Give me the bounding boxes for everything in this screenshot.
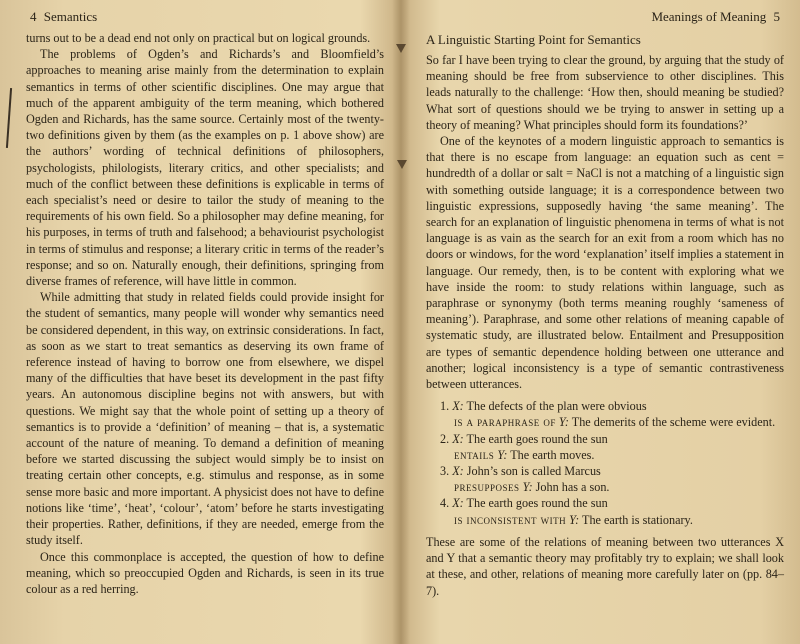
left-paragraph-4: Once this commonplace is accepted, the question of how to define meaning, which so preoccupied Ogden and Richards, is seen in its true colour as a red herring. (26, 549, 384, 596)
example-y-text: The earth moves. (510, 447, 595, 462)
example-y-label: Y: (497, 447, 508, 462)
example-x-label: X: (452, 496, 464, 511)
example-y-text: The demerits of the scheme were evident. (571, 415, 776, 430)
example-y-text: The earth is stationary. (582, 512, 693, 527)
example-x-label: X: (452, 431, 464, 446)
example-x-text: The defects of the plan were obvious (466, 399, 647, 414)
example-y-text: John has a son. (535, 480, 610, 495)
right-paragraph-1: So far I have been trying to clear the ground, by arguing that the study of meaning should be free from subservience to other disciplines. This leads naturally to the challenge: ‘How then, should meaning be studied? What sort of questions should we be trying to answer in setting up a theory of meaning? What principles should form its foundations?’ (426, 53, 784, 132)
example-y-label: Y: (569, 512, 580, 527)
example-x-text: The earth goes round the sun (466, 431, 608, 446)
example-x-text: John’s son is called Marcus (466, 464, 601, 479)
example-relation: presupposes (454, 480, 520, 495)
section-heading: A Linguistic Starting Point for Semantics (426, 32, 641, 47)
left-running-head (26, 8, 384, 30)
example-relation: is a paraphrase of (454, 415, 556, 430)
right-page-number: 5 (773, 9, 780, 24)
example-x-label: X: (452, 464, 464, 479)
example-number: 1. (440, 399, 450, 414)
example-y-label: Y: (558, 415, 569, 430)
example-relation: is inconsistent with (454, 512, 567, 527)
example-item (440, 431, 784, 463)
right-closing-paragraph: These are some of the relations of meaning between two utterances X and Y that a semantic theory may profitably try to explain; we shall look at these, and other, relations of meaning more carefully later on (pp. 84–7). (426, 534, 784, 598)
left-paragraph-2: The problems of Ogden’s and Richards’s and Bloomfield’s approaches to meaning arise mainly from the determination to explain semantics in terms of other scientific disciplines. One may argue that much of the apparent ambiguity of the term meaning, which bothered Ogden and Richards, has the same source. Certainly most of the twenty-two definitions given by them (as the examples on p. 1 above show) are the authors’ wording of technical definitions of philosophers, psychologists, philologists, literary critics, and other specialists; and much of the conflict between these definitions is explicable in terms of each specialist’s need or desire to tailor the study of meaning to the requirements of his own field. So a philosopher may define meaning, for his purposes, in terms of truth and falsehood; a behaviourist psychologist in terms of stimulus and response; a literary critic in terms of the reader’s response; and so on. Naturally enough, their definitions, springing from diverse frames of reference, will have little in common. (26, 47, 384, 289)
left-paragraph-3: While admitting that study in related fields could provide insight for the student of semantics, many people will wonder why semantics need be considered dependent, in this way, on extrinsic considerations. In fact, as soon as we start to treat semantics as deserving its own frame of reference instead of having to borrow one from elsewhere, we dispel many of the difficulties that have beset its development in the past fifty years. An autonomous discipline begins not with answers, but with questions. We might say that the whole point of setting up a theory of semantics is to provide a ‘definition’ of meaning – that is, a systematic account of the nature of meaning. To demand a definition of meaning before we started discussing the subject would simply be to insist on treating certain other concepts, e.g. stimulus and response, as in some sense more basic and more important. A physicist does not have to define notions like ‘time’, ‘heat’, ‘colour’, ‘atom’ before he starts investigating their properties. Rather, definitions, if they are needed, emerge from the study itself. (26, 290, 384, 548)
pencil-margin-mark (6, 88, 12, 148)
examples-list (426, 398, 784, 528)
left-running-title: Semantics (43, 9, 98, 24)
example-x-label: X: (452, 399, 464, 414)
example-x-text: The earth goes round the sun (466, 496, 608, 511)
example-item (440, 495, 784, 527)
right-running-head (426, 8, 784, 30)
left-page-number: 4 (30, 9, 37, 24)
example-item (440, 398, 784, 430)
example-relation: entails (454, 447, 495, 462)
right-paragraph-2: One of the keynotes of a modern linguistic approach to semantics is that there is no escape from language: an equation such as cent = hundredth of a dollar or salt = NaCl is not a matching of a linguistic sign with something outside language; it is a correspondence between two linguistic expressions, supposedly having ‘the same meaning’. The search for an explanation of linguistic phenomena in terms of what is not language is as vain as the search for an exit from a room which has no doors or windows, for the word ‘explanation’ itself implies a statement in language. Our remedy, then, is to be content with exploring what we have inside the room: to study relations within language, such as paraphrase or synonymy (both terms meaning roughly ‘sameness of meaning’). Paraphrase, and some other relations of meaning capable of systematic study, are illustrated below. Entailment and Presupposition are types of semantic dependence holding between one utterance and another; logical inconsistency is a type of semantic contrastiveness between utterances. (426, 134, 784, 392)
example-number: 2. (440, 431, 450, 446)
example-number: 3. (440, 464, 450, 479)
right-body-text (426, 52, 784, 392)
example-number: 4. (440, 496, 450, 511)
right-running-title: Meanings of Meaning (651, 9, 767, 24)
right-page (400, 0, 800, 644)
binding-arrow-icon (396, 44, 406, 53)
example-y-label: Y: (522, 480, 533, 495)
example-item (440, 463, 784, 495)
left-body-text (26, 30, 384, 597)
binding-arrow-icon (397, 160, 407, 169)
left-paragraph-1: turns out to be a dead end not only on practical but on logical grounds. (26, 31, 371, 45)
